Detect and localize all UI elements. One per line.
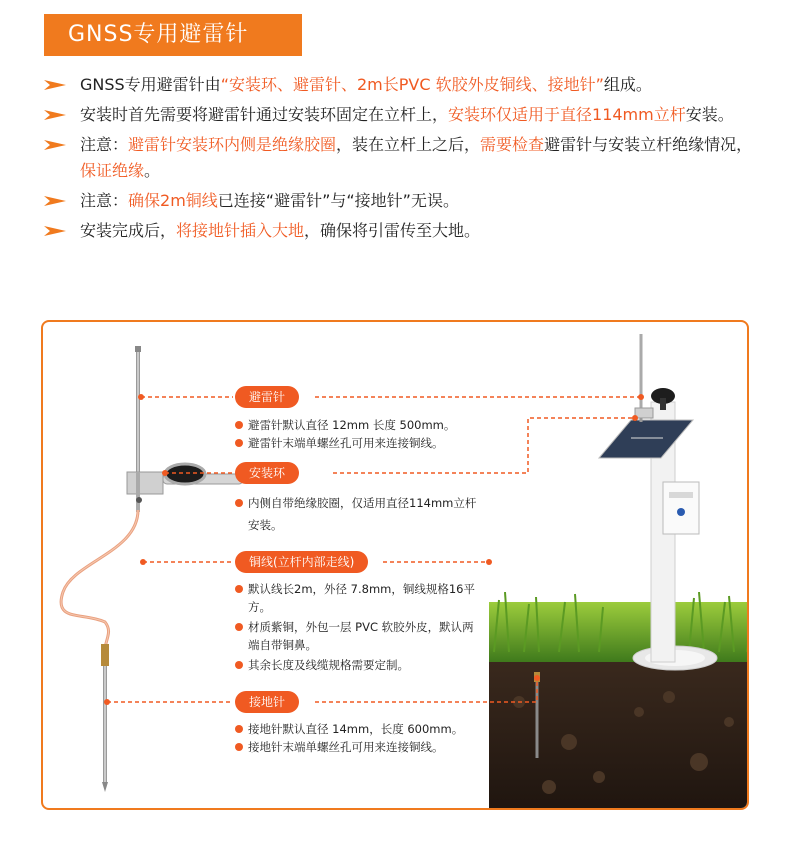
bullet-dot-icon: [235, 439, 243, 447]
arrow-right-icon: [44, 226, 66, 236]
arrow-right-icon: [44, 110, 66, 120]
intro-text: [80, 75, 652, 94]
bullet-dot-icon: [235, 623, 243, 631]
bullet-dot-icon: [235, 421, 243, 429]
plain-text: 注意：: [80, 191, 129, 210]
highlight-text: 保证绝缘: [80, 161, 145, 180]
page-title: GNSS专用避雷针: [44, 14, 302, 56]
intro-list: [44, 72, 754, 248]
highlight-text: 避雷针安装环内侧是绝缘胶圈: [128, 135, 337, 154]
rod-note: 避雷针末端单螺丝孔可用来连接铜线。: [235, 434, 505, 452]
rod-label: 避雷针: [235, 386, 299, 408]
intro-text: [80, 105, 734, 124]
plain-text: ，装在立杆上之后，: [336, 135, 481, 154]
ground-label: 接地针: [235, 691, 299, 713]
highlight-text: 确保2m铜线: [128, 191, 218, 210]
ground-rod-part: [101, 644, 109, 792]
plain-text: ，确保将引雷传至大地。: [304, 221, 481, 240]
bullet-dot-icon: [235, 725, 243, 733]
intro-text: [80, 191, 459, 210]
intro-text: [80, 221, 480, 240]
plain-text: 安装时首先需要将避雷针通过安装环固定在立杆上，: [80, 105, 449, 124]
highlight-text: 安装环仅适用于直径114mm立杆: [448, 105, 686, 124]
plain-text: 安装。: [685, 105, 734, 124]
highlight-text: 将接地针插入大地: [176, 221, 305, 240]
plain-text: 安装完成后，: [80, 221, 177, 240]
arrow-right-icon: [44, 80, 66, 90]
arrow-right-icon: [44, 140, 66, 150]
bullet-dot-icon: [235, 743, 243, 751]
wire-note: 默认线长2m，外径 7.8mm，铜线规格16平方。: [235, 580, 481, 616]
ring-notes: [235, 492, 485, 536]
ground-note: 接地针末端单螺丝孔可用来连接铜线。: [235, 738, 495, 756]
ring-label: 安装环: [235, 462, 299, 484]
wire-note: 材质紫铜，外包一层 PVC 软胶外皮，默认两端自带铜鼻。: [235, 618, 481, 654]
intro-item: [44, 218, 754, 244]
intro-item: [44, 132, 754, 184]
intro-item: [44, 188, 754, 214]
mounting-ring-part: [127, 464, 243, 512]
plain-text: 注意：: [80, 135, 129, 154]
ring-note: 内侧自带绝缘胶圈，仅适用直径114mm立杆安装。: [235, 492, 485, 536]
plain-text: 已连接“避雷针”与“接地针”无误。: [217, 191, 459, 210]
intro-item: [44, 72, 754, 98]
plain-text: GNSS专用避雷针由: [80, 75, 221, 94]
plain-text: 避雷针与安装立杆绝缘情况，: [544, 135, 753, 154]
highlight-text: “安装环、避雷针、2m长PVC 软胶外皮铜线、接地针”: [220, 75, 604, 94]
plain-text: 组成。: [603, 75, 652, 94]
wire-notes: [235, 580, 481, 674]
rod-notes: [235, 416, 505, 452]
intro-item: [44, 102, 754, 128]
plain-text: 。: [144, 161, 161, 180]
gnss-pole: [599, 334, 699, 662]
ground-notes: [235, 720, 495, 756]
wire-label: 铜线(立杆内部走线): [235, 551, 368, 573]
ground-note: 接地针默认直径 14mm，长度 600mm。: [235, 720, 495, 738]
lightning-rod-part: [135, 346, 141, 472]
intro-text: [80, 135, 752, 180]
bullet-dot-icon: [235, 499, 243, 507]
diagram-panel: [41, 320, 749, 810]
wire-note: 其余长度及线缆规格需要定制。: [235, 656, 481, 674]
rod-note: 避雷针默认直径 12mm 长度 500mm。: [235, 416, 505, 434]
copper-wire-part: [61, 510, 138, 650]
bullet-dot-icon: [235, 661, 243, 669]
highlight-text: 需要检查: [480, 135, 545, 154]
arrow-right-icon: [44, 196, 66, 206]
bullet-dot-icon: [235, 585, 243, 593]
